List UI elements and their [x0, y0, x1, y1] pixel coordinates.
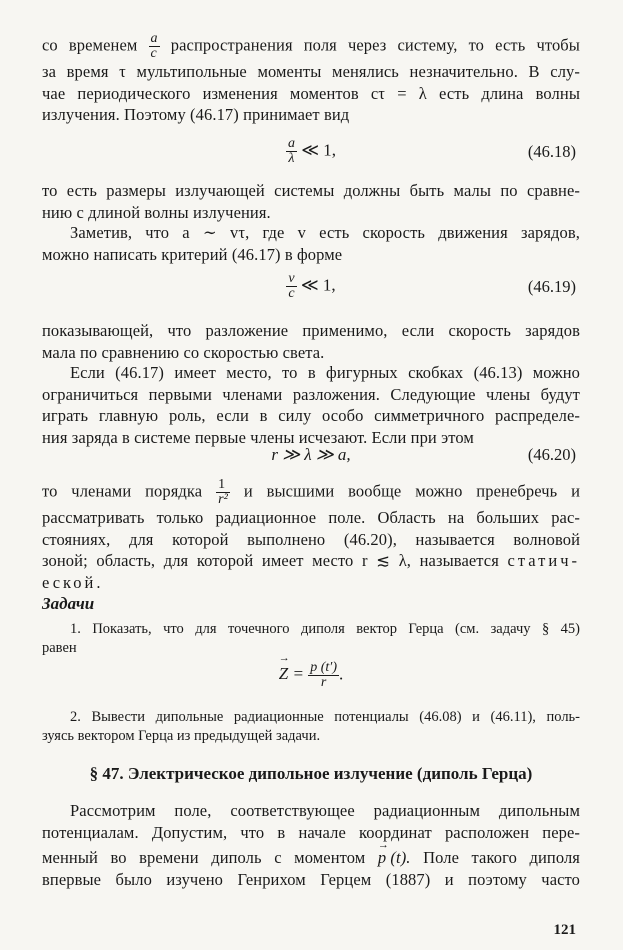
text: распространения поля через систему, то есть чтобы [170, 35, 580, 55]
fraction [308, 661, 339, 690]
fraction [286, 272, 296, 301]
line: то есть размеры излучающей системы должны быть малы по сравне- [42, 181, 580, 200]
formula-rest: ≪ 1, [300, 275, 336, 295]
text: зоной; область, для которой имеет место r ≲ λ, называется [42, 551, 499, 570]
formula [42, 137, 580, 166]
section-heading: § 47. Электрическое дипольное излучение (диполь Герца) [89, 764, 533, 783]
equation-hertz-vector [42, 655, 580, 701]
equation-label: (46.20) [527, 445, 576, 464]
line: Заметив, что a ∼ vτ, где v есть скорость движения зарядов, [70, 223, 580, 242]
formula: r ≫ λ ≫ a, [271, 445, 351, 464]
equation-46-20 [42, 442, 580, 482]
equation-46-18 [42, 133, 580, 173]
line: мала по сравнению со скоростью света. [42, 342, 325, 362]
line: еской. [42, 572, 104, 592]
frac-den: c [288, 286, 295, 301]
text-spaced: статич- [507, 551, 580, 570]
frac-den: c [150, 46, 157, 61]
book-page [42, 0, 580, 950]
text: Поле такого диполя [423, 848, 580, 867]
formula [42, 272, 580, 301]
paragraph-applicable [42, 320, 580, 363]
line: 2. Вывести дипольные радиационные потенциалы (46.08) и (46.11), поль- [70, 709, 580, 725]
paragraph-intro [42, 32, 580, 126]
frac-num: p (t′) [310, 660, 337, 675]
frac-num: a [287, 136, 295, 151]
line [42, 550, 580, 572]
line: можно написать критерий (46.17) в форме [42, 244, 343, 264]
line [42, 478, 580, 507]
page-number: 121 [553, 922, 576, 938]
equation-46-19 [42, 268, 580, 308]
frac-num: v [288, 271, 295, 286]
formula-rest: ≪ 1, [301, 140, 337, 160]
fraction [286, 137, 297, 166]
paragraph-expansion [42, 362, 580, 448]
line: впервые было изучено Генрихом Герцем (1887) и поэтому часто [42, 869, 580, 889]
line: чае периодического изменения моментов cτ = λ есть длина волны [42, 83, 580, 103]
frac-den: r [320, 675, 327, 690]
line: рассматривать только радиационное поле. Область на больших рас- [42, 508, 580, 527]
text: менный во времени диполь с моментом [42, 848, 366, 867]
line [42, 847, 580, 869]
formula [42, 661, 580, 690]
line: Если (46.17) имеет место, то в фигурных скобках (46.13) можно [70, 363, 580, 382]
line: играть главную роль, если в силу особо симметричного распределе- [42, 406, 580, 425]
task-2 [42, 708, 580, 746]
frac-den: λ [288, 151, 295, 166]
task-1 [42, 620, 580, 658]
dipole-moment: → p (t). [378, 847, 411, 869]
line: Рассмотрим поле, соответствующее радиационным дипольным [70, 801, 580, 820]
line: равен [42, 640, 77, 656]
frac-den: r² [218, 492, 228, 507]
line [42, 32, 580, 61]
frac-num: 1 [216, 478, 230, 493]
line: нию с длиной волны излучения. [42, 202, 271, 222]
hertz-vector-lhs: → Z = [279, 664, 304, 684]
paragraph-criterion [42, 222, 580, 265]
frac-num: a [150, 31, 158, 46]
tasks-heading: Задачи [42, 594, 95, 613]
formula-end: . [338, 664, 344, 684]
line: ния заряда в системе первые члены исчезают. Если при этом [42, 427, 474, 447]
text: то членами порядка [42, 481, 203, 501]
line: зуясь вектором Герца из предыдущей задачи. [42, 728, 321, 744]
line: 1. Показать, что для точечного диполя вектор Герца (см. задачу § 45) [70, 621, 580, 637]
paragraph-hertz-dipole [42, 800, 580, 890]
line: показывающей, что разложение применимо, если скорость зарядов [42, 321, 580, 340]
equation-label: (46.18) [527, 142, 576, 161]
fraction-a-over-c [149, 32, 160, 61]
text: со временем [42, 35, 138, 55]
line: стояниях, для которой выполнено (46.20), называется волновой [42, 529, 580, 549]
text: и высшими вообще можно пренебречь и [243, 481, 581, 501]
line: за время τ мультипольные моменты менялись незначительно. В слу- [42, 62, 580, 81]
equation-label: (46.19) [527, 277, 576, 296]
paragraph-size [42, 180, 580, 223]
fraction-1-over-r2 [216, 478, 230, 507]
paragraph-wave-zone [42, 478, 580, 593]
line: излучения. Поэтому (46.17) принимает вид [42, 105, 350, 124]
line: ограничиться первыми членами разложения. Следующие члены будут [42, 384, 580, 404]
line: потенциалам. Допустим, что в начале координат расположен пере- [42, 822, 580, 842]
